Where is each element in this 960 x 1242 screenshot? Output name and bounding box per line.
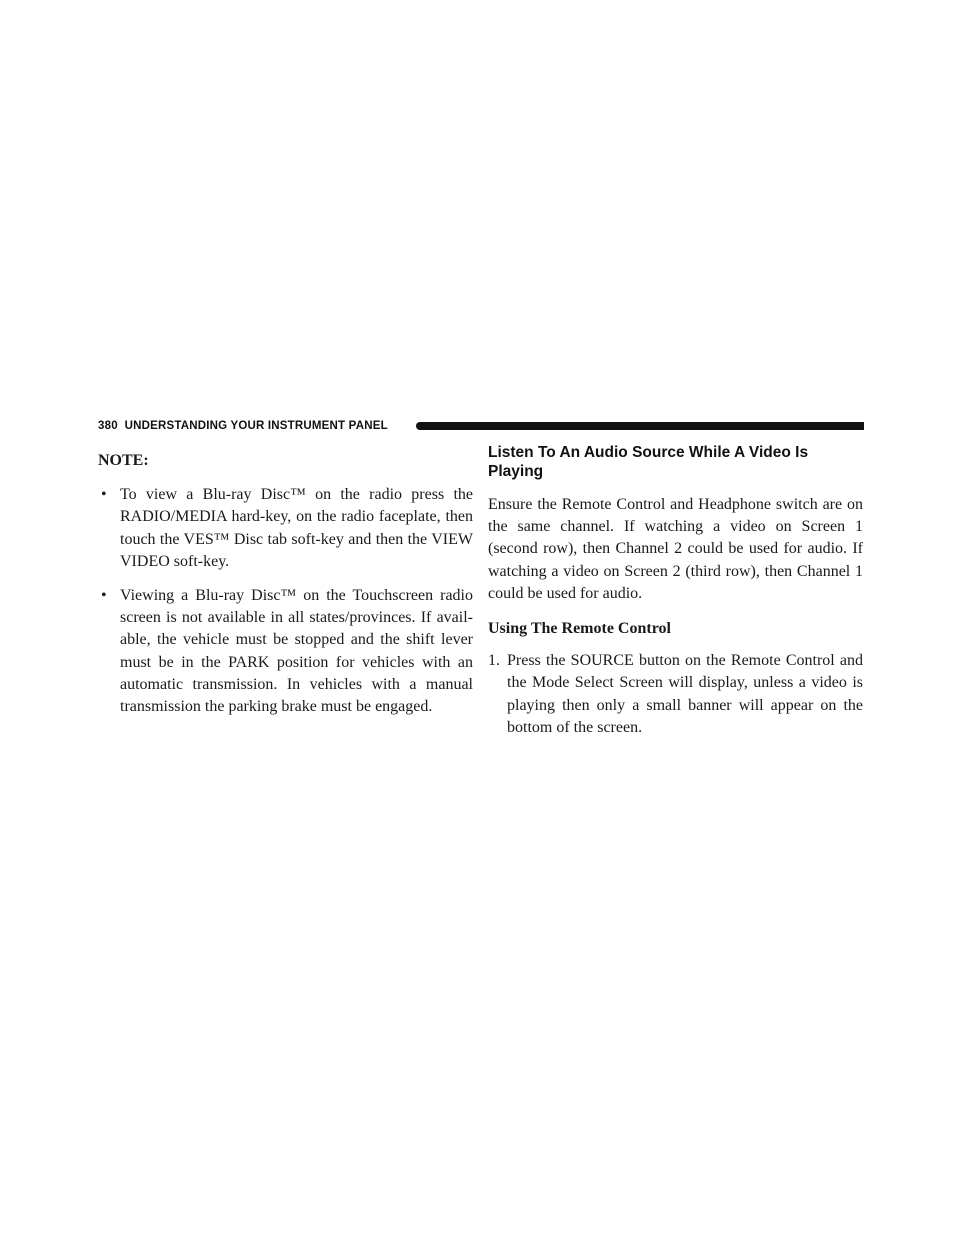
bullet-icon: •: [101, 486, 107, 504]
step-item: [488, 650, 863, 739]
list-item: [98, 484, 473, 573]
bullet-icon: •: [101, 587, 107, 605]
page-header: [98, 419, 864, 437]
left-column: [98, 450, 473, 730]
note-label: NOTE:: [98, 452, 149, 469]
list-item: [98, 585, 473, 718]
page-number: 380: [98, 420, 118, 432]
body-paragraph: Ensure the Remote Control and Headphone switch are on the same channel. If watching a video on Screen 1 (second row), then Channel 2 could be used for audio. If watching a video on Screen 2 (third row), then Channel 1 could be used for audio.: [488, 496, 863, 602]
sub-heading: Using The Remote Control: [488, 620, 671, 638]
note-bullet-list: [98, 484, 473, 718]
bullet-text: To view a Blu-ray Disc™ on the radio press the RADIO/MEDIA hard-key, on the radio faceplate, then touch the VES™ Disc tab soft-key and then the VIEW VIDEO soft-key.: [120, 486, 473, 570]
right-column: [488, 443, 863, 739]
header-rule: [416, 422, 864, 430]
section-title: UNDERSTANDING YOUR INSTRUMENT PANEL: [124, 420, 388, 432]
step-text: Press the SOURCE button on the Remote Control and the Mode Select Screen will display, unless a video is playing then only a small banner will appear on the bottom of the screen.: [507, 652, 863, 736]
step-number: 1.: [488, 652, 500, 670]
bullet-text: Viewing a Blu-ray Disc™ on the Touchscreen radio screen is not available in all states/provinces. If avail-able, the vehicle must be stopped and the shift lever must be in the PARK position for vehicles with an automatic transmission. In vehicles with a manual transmission the parking brake must be engaged.: [120, 587, 473, 716]
header-text: [98, 420, 388, 432]
section-heading: Listen To An Audio Source While A Video Is Playing: [488, 444, 809, 480]
